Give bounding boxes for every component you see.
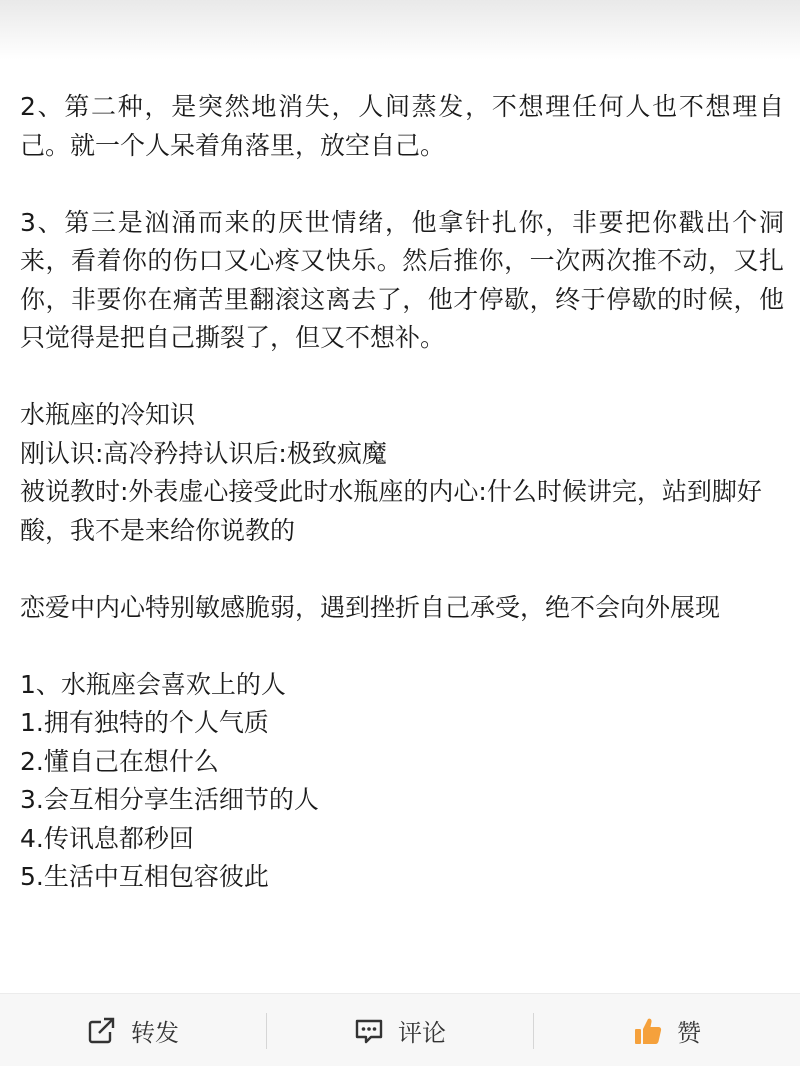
share-icon <box>87 1016 117 1046</box>
like-label: 赞 <box>677 1019 701 1047</box>
paragraph-text: 恋爱中内心特别敏感脆弱，遇到挫折自己承受，绝不会向外展现 <box>20 592 721 622</box>
love-paragraph <box>20 589 784 628</box>
comment-icon <box>354 1016 384 1046</box>
repost-button[interactable] <box>0 994 266 1066</box>
list-item: 4.传讯息都秒回 <box>20 823 194 853</box>
comment-label: 评论 <box>398 1019 446 1047</box>
like-button[interactable] <box>534 994 800 1066</box>
paragraph-text: 3、第三是汹涌而来的厌世情绪，他拿针扎你，非要把你戳出个洞来，看着你的伤口又心疼又快乐。然后推你，一次两次推不动，又扎你，非要你在痛苦里翻滚这离去了，他才停歇，终于停歇的时候，他只觉得是把自己撕裂了，但又不想补。 <box>20 207 784 352</box>
thumbs-up-icon <box>633 1016 663 1046</box>
list-item: 3.会互相分享生活细节的人 <box>20 785 319 814</box>
paragraph-third-type <box>20 204 784 358</box>
top-shadow <box>0 0 800 60</box>
paragraph-second-type <box>20 88 784 165</box>
section-heading: 水瓶座的冷知识 <box>20 400 196 429</box>
fact-line: 被说教时:外表虚心接受此时水瓶座的内心:什么时候讲完，站到脚好酸，我不是来给你说教的 <box>20 477 762 545</box>
action-toolbar <box>0 993 800 1066</box>
repost-label: 转发 <box>131 1019 179 1047</box>
list-item: 2.懂自己在想什么 <box>20 746 219 776</box>
post-content <box>20 88 784 935</box>
comment-button[interactable] <box>267 994 533 1066</box>
paragraph-text: 2、第二种，是突然地消失，人间蒸发，不想理任何人也不想理自己。就一个人呆着角落里，放空自己。 <box>20 92 784 160</box>
likes-list <box>20 666 784 897</box>
list-heading: 1、水瓶座会喜欢上的人 <box>20 669 286 699</box>
list-item: 5.生活中互相包容彼此 <box>20 862 269 891</box>
fact-line: 刚认识:高冷矜持认识后:极致疯魔 <box>20 438 387 468</box>
list-item: 1.拥有独特的个人气质 <box>20 708 269 737</box>
cold-facts-section <box>20 396 784 550</box>
